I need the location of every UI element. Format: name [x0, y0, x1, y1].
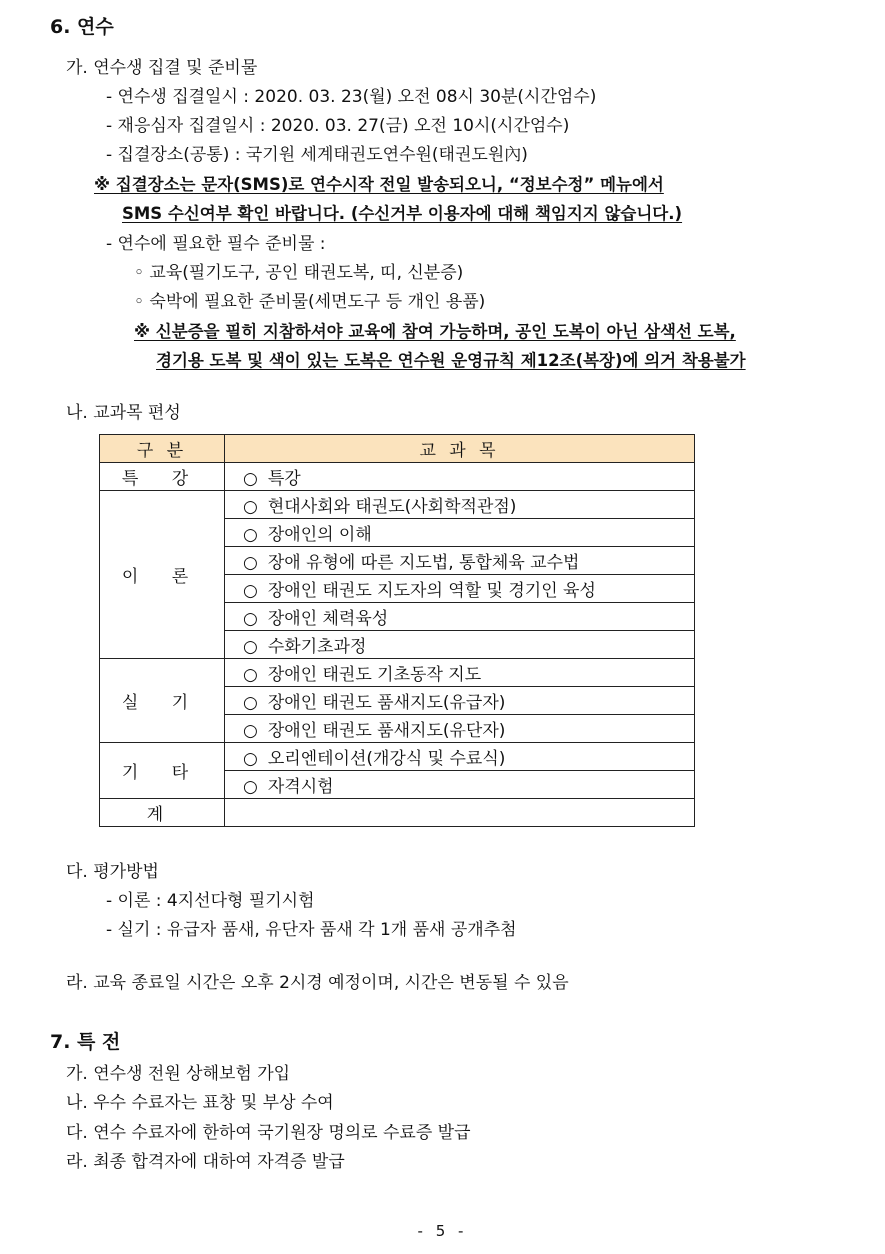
circle-bullet: ○ — [243, 693, 258, 713]
subject-cell — [225, 715, 695, 743]
circle-bullet: ○ — [243, 525, 258, 545]
section-6b-heading: 나. 교과목 편성 — [66, 403, 181, 423]
table-row — [100, 659, 695, 687]
curriculum-table — [99, 434, 695, 827]
section-7-title: 7. 특 전 — [50, 1031, 121, 1053]
section-6c-heading: 다. 평가방법 — [66, 862, 159, 882]
subject-cell — [225, 659, 695, 687]
id-notice-line-2: 경기용 도복 및 색이 있는 도복은 연수원 운영규칙 제12조(복장)에 의거 착용불가 — [156, 351, 746, 370]
header-category: 구 분 — [100, 435, 225, 463]
subject-cell — [225, 771, 695, 799]
page-number: - 5 - — [417, 1222, 468, 1240]
retest-assembly-date-item: - 재응심자 집결일시 : 2020. 03. 27(금) 오전 10시(시간엄수) — [106, 116, 570, 136]
table-row — [100, 743, 695, 771]
total-value-cell — [225, 799, 695, 827]
circle-bullet: ○ — [243, 637, 258, 657]
subject-text: 장애인 태권도 품새지도(유급자) — [267, 693, 506, 713]
subject-text: 수화기초과정 — [267, 637, 367, 657]
assembly-place-item: - 집결장소(공통) : 국기원 세계태권도연수원(태권도원內) — [106, 145, 528, 165]
sms-notice-line-2: SMS 수신여부 확인 바랍니다. (수신거부 이용자에 대해 책임지지 않습니다.) — [122, 204, 683, 223]
circle-bullet: ○ — [243, 553, 258, 573]
subject-text: 장애인의 이해 — [267, 525, 372, 545]
benefit-item-2: 나. 우수 수료자는 표창 및 부상 수여 — [66, 1093, 334, 1113]
benefit-item-3: 다. 연수 수료자에 한하여 국기원장 명의로 수료증 발급 — [66, 1123, 471, 1143]
subject-text: 장애 유형에 따른 지도법, 통합체육 교수법 — [267, 553, 580, 573]
category-cell: 특 강 — [100, 463, 225, 491]
subject-text: 장애인 태권도 지도자의 역할 및 경기인 육성 — [267, 581, 596, 601]
circle-bullet: ○ — [243, 497, 258, 517]
subject-text: 장애인 태권도 품새지도(유단자) — [267, 721, 506, 741]
category-cell: 기 타 — [100, 743, 225, 799]
circle-bullet: ○ — [243, 581, 258, 601]
benefit-item-4: 라. 최종 합격자에 대하여 자격증 발급 — [66, 1152, 345, 1172]
id-notice-line-1: ※ 신분증을 필히 지참하셔야 교육에 참여 가능하며, 공인 도복이 아닌 삼색선 도복, — [134, 322, 736, 341]
subject-text: 특강 — [267, 469, 301, 489]
prep-item-education: ◦ 교육(필기도구, 공인 태권도복, 띠, 신분증) — [134, 263, 464, 283]
circle-bullet: ○ — [243, 609, 258, 629]
subject-cell — [225, 687, 695, 715]
total-label-cell: 계 — [100, 799, 225, 827]
subject-text: 현대사회와 태권도(사회학적관점) — [267, 497, 517, 517]
subject-text: 오리엔테이션(개강식 및 수료식) — [267, 749, 506, 769]
subject-cell — [225, 463, 695, 491]
circle-bullet: ○ — [243, 721, 258, 741]
circle-bullet: ○ — [243, 749, 258, 769]
circle-bullet: ○ — [243, 469, 258, 489]
circle-bullet: ○ — [243, 777, 258, 797]
subject-cell — [225, 519, 695, 547]
subject-cell — [225, 603, 695, 631]
table-total-row — [100, 799, 695, 827]
benefit-item-1: 가. 연수생 전원 상해보험 가입 — [66, 1064, 291, 1084]
eval-practice-item: - 실기 : 유급자 품새, 유단자 품새 각 1개 품새 공개추첨 — [106, 920, 517, 940]
category-cell: 실 기 — [100, 659, 225, 743]
circle-bullet: ○ — [243, 665, 258, 685]
subject-cell — [225, 547, 695, 575]
subject-cell — [225, 491, 695, 519]
subject-text: 장애인 체력육성 — [267, 609, 389, 629]
subject-text: 장애인 태권도 기초동작 지도 — [267, 665, 482, 685]
table-header-row — [100, 435, 695, 463]
section-6a-heading: 가. 연수생 집결 및 준비물 — [66, 58, 258, 78]
assembly-date-item: - 연수생 집결일시 : 2020. 03. 23(월) 오전 08시 30분(시간엄수) — [106, 87, 597, 107]
prep-heading: - 연수에 필요한 필수 준비물 : — [106, 234, 326, 254]
table-row — [100, 463, 695, 491]
table-row — [100, 491, 695, 519]
category-cell: 이 론 — [100, 491, 225, 659]
section-6-title: 6. 연수 — [50, 16, 114, 38]
eval-theory-item: - 이론 : 4지선다형 필기시험 — [106, 891, 315, 911]
subject-text: 자격시험 — [267, 777, 334, 797]
section-6d-text: 라. 교육 종료일 시간은 오후 2시경 예정이며, 시간은 변동될 수 있음 — [66, 973, 569, 993]
sms-notice-line-1: ※ 집결장소는 문자(SMS)로 연수시작 전일 발송되오니, “정보수정” 메뉴에서 — [94, 175, 664, 194]
header-subject: 교 과 목 — [225, 435, 695, 463]
subject-cell — [225, 631, 695, 659]
subject-cell — [225, 575, 695, 603]
prep-item-lodging: ◦ 숙박에 필요한 준비물(세면도구 등 개인 용품) — [134, 292, 486, 312]
subject-cell — [225, 743, 695, 771]
